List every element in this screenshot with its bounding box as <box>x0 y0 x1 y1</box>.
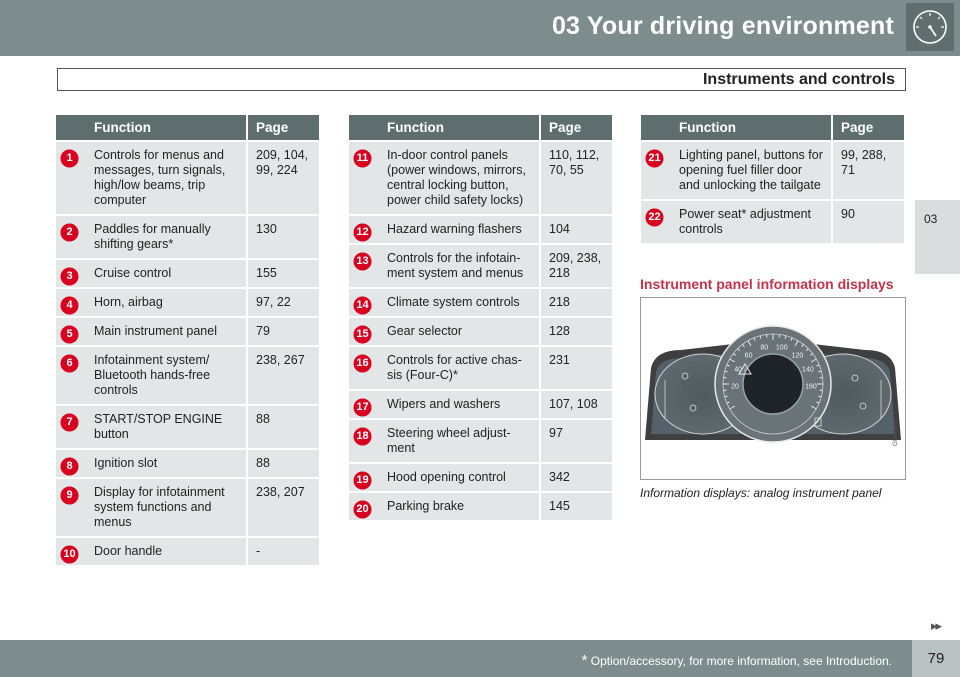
page-cell: 128 <box>541 316 612 345</box>
function-cell: Gear selector <box>379 316 541 345</box>
function-table-3 <box>641 115 904 243</box>
footnote <box>582 652 892 669</box>
number-badge-icon <box>353 427 372 446</box>
number-badge-icon <box>60 457 79 476</box>
table-row <box>56 214 319 258</box>
image-caption: Information displays: analog instrument panel <box>640 486 882 500</box>
number-badge-icon <box>353 325 372 344</box>
number-badge-icon <box>60 149 79 168</box>
header-function: Function <box>671 115 833 140</box>
row-number-cell <box>349 214 379 243</box>
badge-number: 14 <box>356 299 369 311</box>
badge-number: 12 <box>356 226 369 238</box>
row-number-cell <box>56 345 86 404</box>
badge-number: 2 <box>66 226 73 238</box>
table-row <box>56 287 319 316</box>
number-badge-icon <box>60 296 79 315</box>
table-row <box>56 404 319 448</box>
header-page: Page <box>248 115 319 140</box>
table-row <box>349 214 612 243</box>
page-cell: 238, 207 <box>248 477 319 536</box>
row-number-cell <box>349 462 379 491</box>
row-number-cell <box>56 316 86 345</box>
row-number-cell <box>349 316 379 345</box>
row-number-cell <box>56 536 86 565</box>
badge-number: 22 <box>648 211 661 223</box>
badge-number: 16 <box>356 357 369 369</box>
page-cell: 88 <box>248 404 319 448</box>
footnote-star: * <box>581 652 588 669</box>
badge-number: 17 <box>356 401 369 413</box>
number-badge-icon <box>353 149 372 168</box>
number-badge-icon <box>60 267 79 286</box>
table-row <box>349 287 612 316</box>
function-cell: Lighting panel, buttons for opening fuel filler door and unlocking the tailgate <box>671 140 833 199</box>
function-table-2 <box>349 115 612 520</box>
speedo-label: 140 <box>802 366 814 374</box>
chapter-title: 03 Your driving environment <box>551 12 894 40</box>
function-cell: Paddles for manually shifting gears* <box>86 214 248 258</box>
footnote-text: Option/accessory, for more information, see Introduction. <box>590 654 892 668</box>
badge-number: 15 <box>356 328 369 340</box>
number-badge-icon <box>60 354 79 373</box>
row-number-cell <box>349 243 379 287</box>
page-cell: 107, 108 <box>541 389 612 418</box>
page-cell: 110, 112, 70, 55 <box>541 140 612 214</box>
table-row <box>56 258 319 287</box>
table-row <box>349 140 612 214</box>
page-cell: 218 <box>541 287 612 316</box>
table-row <box>349 243 612 287</box>
function-cell: START/STOP ENGINE button <box>86 404 248 448</box>
header-page: Page <box>541 115 612 140</box>
page-cell: 130 <box>248 214 319 258</box>
header-page: Page <box>833 115 904 140</box>
page-cell: 90 <box>833 199 904 243</box>
function-table-1 <box>56 115 319 565</box>
header-number-cell <box>56 115 86 140</box>
header-number-cell <box>349 115 379 140</box>
number-badge-icon <box>353 354 372 373</box>
number-badge-icon <box>60 325 79 344</box>
badge-number: 21 <box>648 152 661 164</box>
page-cell: 209, 238, 218 <box>541 243 612 287</box>
page-cell: - <box>248 536 319 565</box>
page-cell: 238, 267 <box>248 345 319 404</box>
page-cell: 79 <box>248 316 319 345</box>
badge-number: 13 <box>356 255 369 267</box>
badge-number: 18 <box>356 430 369 442</box>
row-number-cell <box>56 287 86 316</box>
function-cell: Climate system controls <box>379 287 541 316</box>
badge-number: 3 <box>66 270 73 282</box>
speedo-label: 80 <box>760 344 769 352</box>
number-badge-icon <box>353 296 372 315</box>
chapter-tab <box>915 200 960 274</box>
table-row <box>349 345 612 389</box>
function-cell: Parking brake <box>379 491 541 520</box>
table-row <box>349 389 612 418</box>
page-cell: 145 <box>541 491 612 520</box>
function-cell: Horn, airbag <box>86 287 248 316</box>
table-row <box>641 199 904 243</box>
page-cell: 97 <box>541 418 612 462</box>
badge-number: 6 <box>66 357 73 369</box>
speedo-label: 40 <box>734 366 743 374</box>
number-badge-icon <box>60 413 79 432</box>
table-row <box>56 316 319 345</box>
page-cell: 104 <box>541 214 612 243</box>
page-cell: 209, 104, 99, 224 <box>248 140 319 214</box>
speedo-label: 160 <box>805 383 817 391</box>
row-number-cell <box>349 287 379 316</box>
table-row <box>56 140 319 214</box>
row-number-cell <box>349 491 379 520</box>
function-cell: Ignition slot <box>86 448 248 477</box>
header-number-cell <box>641 115 671 140</box>
header-band <box>0 0 960 56</box>
function-cell: In-door control panels (power windows, mirrors, central locking button, power child safety locks) <box>379 140 541 214</box>
double-chevron-right-icon: ▸▸ <box>930 618 940 633</box>
badge-number: 8 <box>66 460 73 472</box>
table-row <box>349 462 612 491</box>
badge-number: 9 <box>66 489 73 501</box>
row-number-cell <box>56 404 86 448</box>
table-row <box>349 418 612 462</box>
page-cell: 99, 288, 71 <box>833 140 904 199</box>
table-header-row <box>349 115 612 140</box>
number-badge-icon <box>60 486 79 505</box>
number-badge-icon <box>645 149 664 168</box>
row-number-cell <box>56 214 86 258</box>
number-badge-icon <box>60 545 79 564</box>
speedo-label: 100 <box>775 344 788 352</box>
info-displays-heading: Instrument panel information displays <box>640 276 894 292</box>
row-number-cell <box>56 477 86 536</box>
row-number-cell <box>349 418 379 462</box>
badge-number: 7 <box>66 416 73 428</box>
page-cell: 97, 22 <box>248 287 319 316</box>
row-number-cell <box>641 140 671 199</box>
number-badge-icon <box>353 252 372 271</box>
speedometer-icon <box>906 3 954 51</box>
section-title-bar <box>57 68 906 91</box>
image-code: G047979 <box>893 421 899 446</box>
svg-text:!: ! <box>744 369 746 375</box>
function-cell: Infotainment system/ Bluetooth hands-free controls <box>86 345 248 404</box>
badge-number: 4 <box>66 299 73 311</box>
row-number-cell <box>349 140 379 214</box>
speedo-label: 20 <box>731 383 739 391</box>
header-function: Function <box>86 115 248 140</box>
number-badge-icon <box>353 223 372 242</box>
function-cell: Power seat* adjustment controls <box>671 199 833 243</box>
page-number: 79 <box>912 640 960 677</box>
function-cell: Controls for the infotain-ment system and menus <box>379 243 541 287</box>
number-badge-icon <box>645 208 664 227</box>
table-row <box>641 140 904 199</box>
row-number-cell <box>349 345 379 389</box>
section-title: Instruments and controls <box>702 71 895 88</box>
header-function: Function <box>379 115 541 140</box>
row-number-cell <box>56 140 86 214</box>
table-row <box>56 477 319 536</box>
function-cell: Main instrument panel <box>86 316 248 345</box>
badge-number: 5 <box>66 328 73 340</box>
badge-number: 11 <box>356 152 369 164</box>
table-header-row <box>641 115 904 140</box>
instrument-panel-illustration <box>640 297 906 480</box>
row-number-cell <box>349 389 379 418</box>
page-cell: 342 <box>541 462 612 491</box>
table-row <box>56 448 319 477</box>
number-badge-icon <box>353 398 372 417</box>
badge-number: 19 <box>356 474 369 486</box>
function-cell: Controls for active chas-sis (Four-C)* <box>379 345 541 389</box>
table-row <box>349 491 612 520</box>
function-cell: Cruise control <box>86 258 248 287</box>
row-number-cell <box>56 448 86 477</box>
table-header-row <box>56 115 319 140</box>
function-cell: Steering wheel adjust-ment <box>379 418 541 462</box>
number-badge-icon <box>60 223 79 242</box>
page-cell: 155 <box>248 258 319 287</box>
function-cell: Hazard warning flashers <box>379 214 541 243</box>
page-cell: 88 <box>248 448 319 477</box>
function-cell: Wipers and washers <box>379 389 541 418</box>
badge-number: 20 <box>356 503 369 515</box>
row-number-cell <box>56 258 86 287</box>
page-cell: 231 <box>541 345 612 389</box>
chapter-tab-label: 03 <box>924 212 938 226</box>
function-cell: Hood opening control <box>379 462 541 491</box>
speedo-label: 120 <box>791 352 804 360</box>
footer-band <box>0 640 960 677</box>
speedo-label: 60 <box>744 352 753 360</box>
number-badge-icon <box>353 500 372 519</box>
function-cell: Controls for menus and messages, turn signals, high/low beams, trip computer <box>86 140 248 214</box>
function-cell: Door handle <box>86 536 248 565</box>
badge-number: 1 <box>66 152 73 164</box>
table-row <box>56 536 319 565</box>
table-row <box>56 345 319 404</box>
badge-number: 10 <box>63 548 76 560</box>
table-row <box>349 316 612 345</box>
row-number-cell <box>641 199 671 243</box>
function-cell: Display for infotainment system functions and menus <box>86 477 248 536</box>
number-badge-icon <box>353 471 372 490</box>
